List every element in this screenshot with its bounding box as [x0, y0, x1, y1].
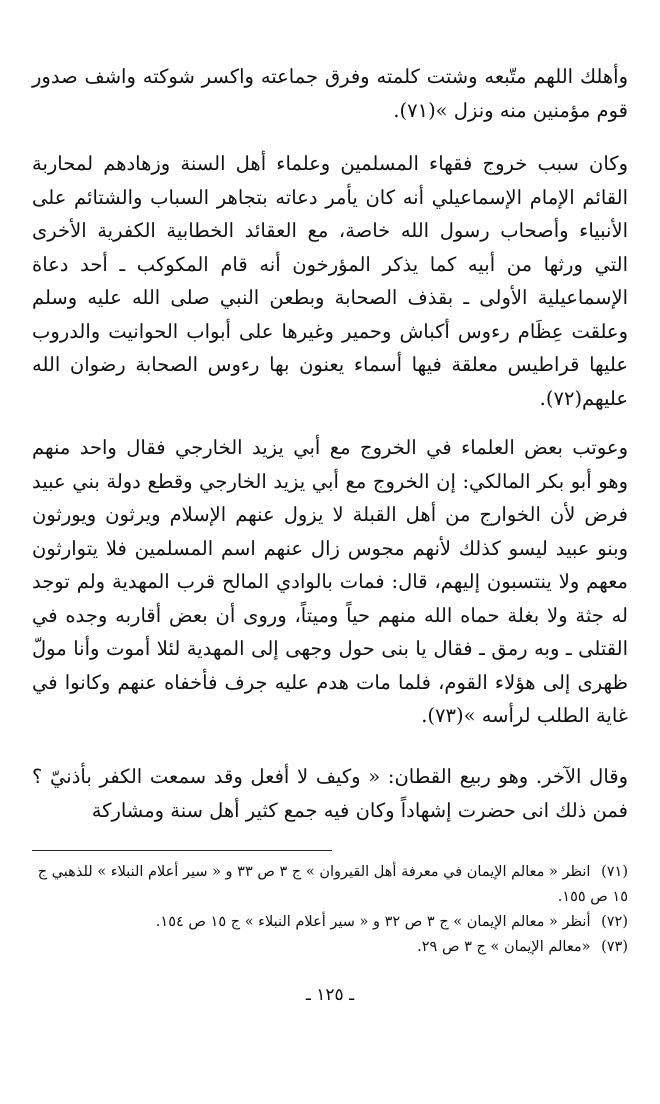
footnote-number: (٧١)	[601, 864, 628, 880]
footnote-number: (٧٣)	[601, 939, 628, 955]
footnote-text: انظر « معالم الإيمان في معرفة أهل القيروان » ج ٣ ص ٣٣ و « سير أعلام النبلاء » للذهبي ج ١٥ ص ١٥٥.	[37, 864, 628, 905]
paragraph-2: وكان سبب خروج فقهاء المسلمين وعلماء أهل السنة وزهادهم لمحاربة القائم الإمام الإسماعيلي أنه كان يأمر دعاته بتجاهر السباب والشتائم على الأنبياء وأصحاب رسول الله خاصة، مع العقائد الخطابية الكفرية الأخرى التي ورثها من أبيه كما يذكر المؤرخون أنه قام المكوكب ـ أحد دعاة الإسماعيلية الأولى ـ بقذف الصحابة وبطعن النبي صلى الله عليه وسلم وعلقت عِظَام رءوس أكباش وحمير وغيرها على أبواب الحوانيت والدروب عليها قراطيس معلقة فيها أسماء يعنون بها رءوس الصحابة رضوان الله عليهم(٧٢).	[32, 152, 628, 410]
footnote-73	[32, 935, 628, 960]
paragraph-4: وقال الآخر. وهو ربيع القطان: « وكيف لا أفعل وقد سمعت الكفر بأذنيّ ؟ فمن ذلك انى حضرت إشهاداً وكان فيه جمع كثير أهل سنة ومشاركة	[32, 765, 628, 822]
footnote-71	[32, 860, 628, 910]
footnote-divider	[32, 850, 332, 851]
footnote-text: أنظر « معالم الإيمان » ج ٣ ص ٣٢ و « سير أعلام النبلاء » ج ١٥ ص ١٥٤.	[155, 914, 591, 930]
footnote-number: (٧٢)	[601, 914, 628, 930]
page-number: ـ ١٢٥ ـ	[305, 985, 355, 1005]
footnote-72	[32, 910, 628, 935]
paragraph-3: وعوتب بعض العلماء في الخروج مع أبي يزيد الخارجي فقال واحد منهم وهو أبو بكر المالكي: إن الخروج مع أبي يزيد الخارجي وقطع دولة بني عبيد فرض لأن الخوارج من أهل القبلة لا يزول عنهم الإسلام ويرثون ويورثون وبنو عبيد ليسو كذلك لأنهم مجوس زال عنهم اسم المسلمين فلا يتوارثون معهم ولا ينتسبون إليهم، قال: فمات بالوادي المالح قرب المهدية ولم توجد له جثة ولا بغلة حماه الله منهم حياً وميتاً، وروى أن بعض أقاربه وجده في القتلى ـ وبه رمق ـ فقال يا بنى حول وجهى إلى المهدية لئلا أموت وأنا مولّ ظهرى إلى هؤلاء القوم، فلما مات هدم عليه جرف فأخفاه عنهم وكانوا في غاية الطلب لرأسه »(٧٣).	[32, 436, 628, 727]
footnote-text: «معالم الإيمان » ج ٣ ص ٢٩.	[417, 939, 591, 955]
paragraph-1: وأهلك اللهم متّبعه وشتت كلمته وفرق جماعته واكسر شوكته واشف صدور قوم مؤمنين منه ونزل »(٧١).	[32, 65, 628, 122]
footnotes	[32, 860, 628, 960]
